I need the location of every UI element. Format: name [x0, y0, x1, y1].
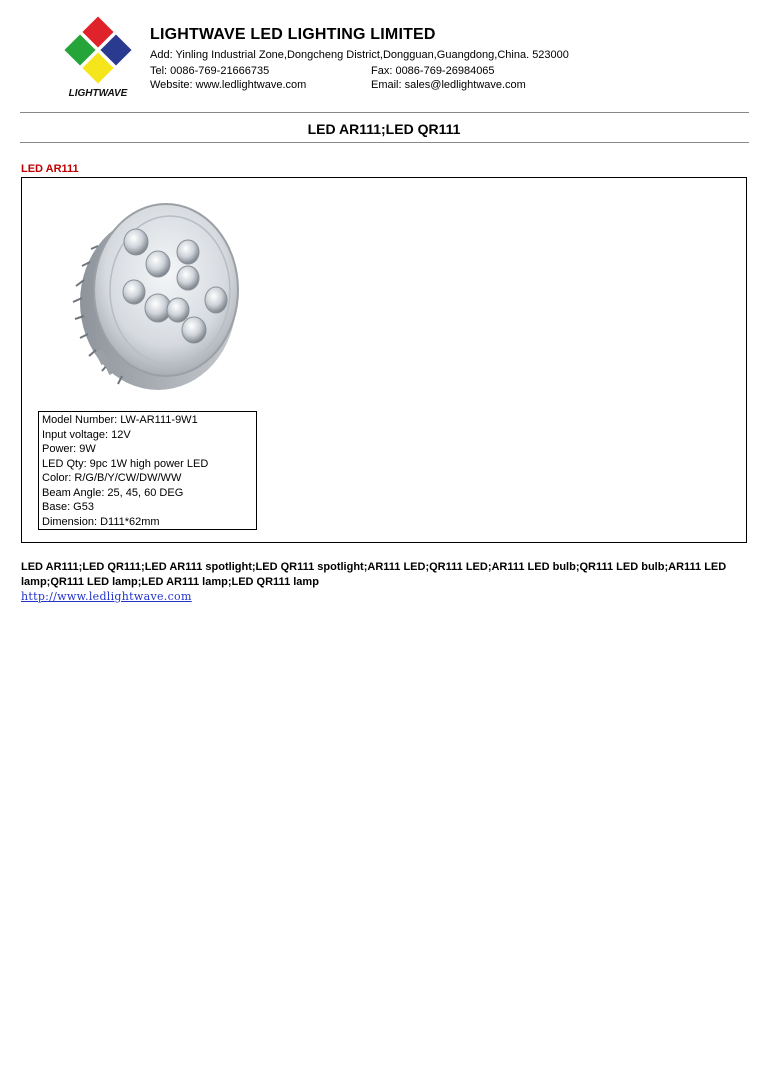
company-website: Website: www.ledlightwave.com — [150, 79, 307, 91]
document-title: LED AR111;LED QR111 — [307, 121, 461, 137]
company-address: Add: Yinling Industrial Zone,Dongcheng District,Dongguan,Guangdong,China. 523000 — [150, 49, 569, 61]
product-image — [66, 190, 246, 400]
title-rule-bottom — [20, 142, 749, 143]
spec-led-qty: LED Qty: 9pc 1W high power LED — [42, 457, 209, 470]
company-name: LIGHTWAVE LED LIGHTING LIMITED — [150, 26, 436, 43]
spec-base: Base: G53 — [42, 501, 94, 513]
title-rule-top — [20, 112, 749, 113]
website-link[interactable]: http://www.ledlightwave.com — [21, 590, 192, 603]
spec-color: Color: R/G/B/Y/CW/DW/WW — [42, 472, 182, 484]
company-email: Email: sales@ledlightwave.com — [371, 79, 526, 91]
spec-power: Power: 9W — [42, 443, 96, 455]
spec-model-number: Model Number: LW-AR111-9W1 — [42, 414, 198, 426]
company-fax: Fax: 0086-769-26984065 — [371, 65, 495, 77]
product-section-label: LED AR111 — [21, 163, 79, 175]
spec-table — [38, 411, 257, 530]
keyword-list: LED AR111;LED QR111;LED AR111 spotlight;LED QR111 spotlight;AR111 LED;QR111 LED;AR111 LED bulb;QR111 LED bulb;AR111 LED lamp;QR111 LED lamp;LED AR111 lamp;LED QR111 lamp — [21, 561, 727, 588]
spec-beam-angle: Beam Angle: 25, 45, 60 DEG — [42, 486, 184, 499]
company-logo — [62, 16, 134, 100]
spec-input-voltage: Input voltage: 12V — [42, 428, 131, 441]
spec-dimension: Dimension: D111*62mm — [42, 515, 160, 528]
logo-wordmark: LIGHTWAVE — [68, 88, 128, 99]
company-tel: Tel: 0086-769-21666735 — [150, 65, 270, 77]
